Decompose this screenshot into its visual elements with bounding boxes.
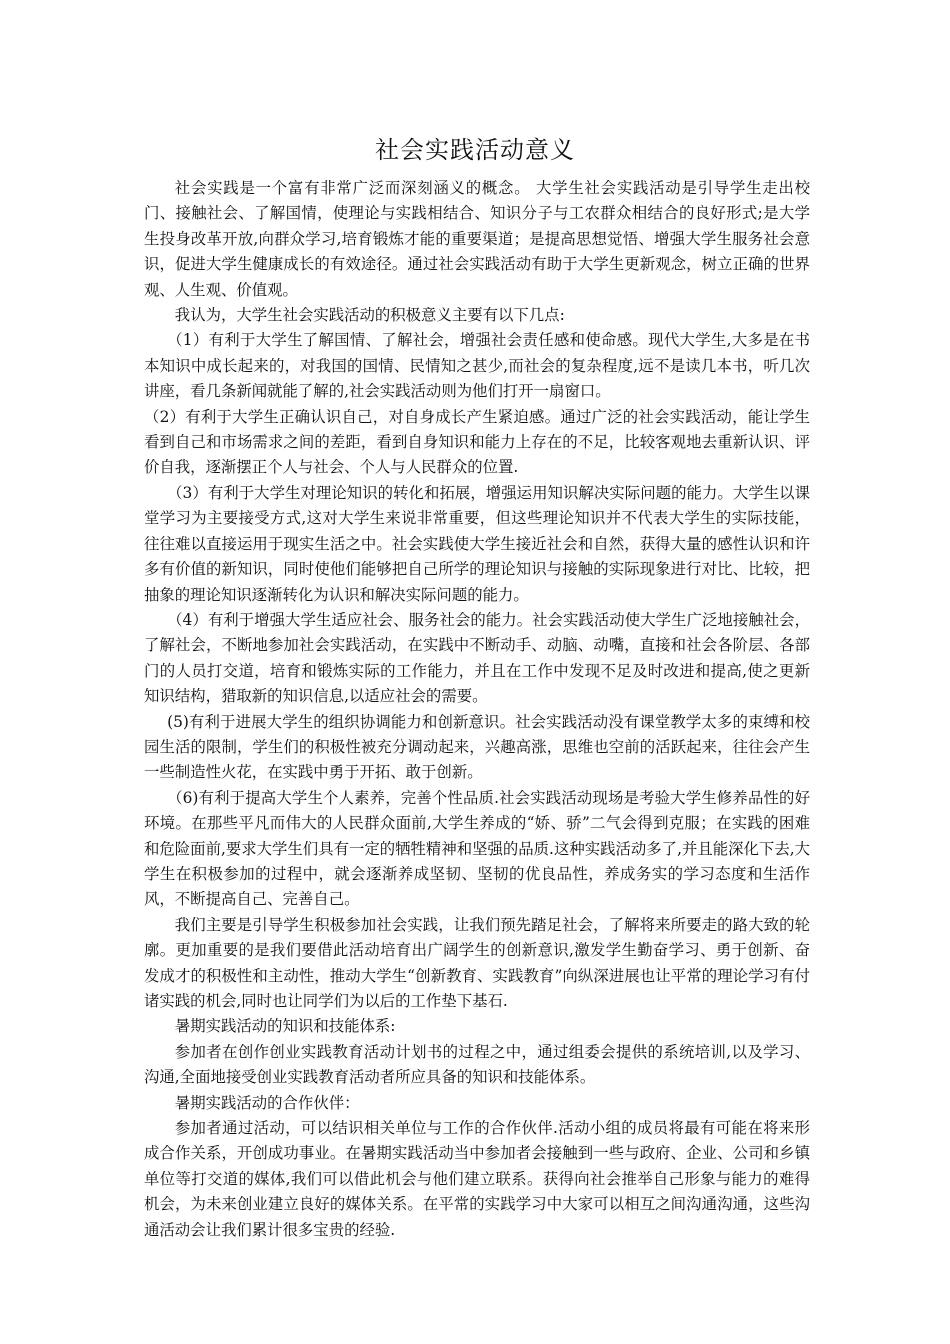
paragraph-point-6: （6)有利于提高大学生个人素养，完善个性品质.社会实践活动现场是考验大学生修养品性的好环境。在那些平凡而伟大的人民群众面前,大学生养成的“娇、骄”二气会得到克服；在实践的困难和危险面前,要求大学生们具有一定的牺牲精神和坚强的品质.这种实践活动多了,并且能深化下去,大学生在积极参加的过程中，就会逐渐养成坚韧、坚韧的优良品性，养成务实的学习态度和生活作风，不断提高自己、完善自己。: [144, 788, 810, 909]
paragraph-knowledge-skills: 参加者在创作创业实践教育活动计划书的过程之中，通过组委会提供的系统培训,以及学习、沟通,全面地接受创业实践教育活动者所应具备的知识和技能体系。: [144, 1042, 810, 1087]
paragraph-point-5: (5)有利于进展大学生的组织协调能力和创新意识。社会实践活动没有课堂教学太多的束缚和校园生活的限制，学生们的积极性被充分调动起来，兴趣高涨，思维也空前的活跃起来，往往会产生一些制造性火花，在实践中勇于开拓、敢于创新。: [144, 712, 810, 782]
document-title: 社会实践活动意义: [375, 136, 575, 164]
paragraph-point-3: （3）有利于大学生对理论知识的转化和拓展，增强运用知识解决实际问题的能力。大学生以课堂学习为主要接受方式,这对大学生来说非常重要，但这些理论知识并不代表大学生的实际技能，往往难以直接运用于现实生活之中。社会实践使大学生接近社会和自然，获得大量的感性认识和许多有价值的新知识，同时使他们能够把自己所学的理论知识与接触的实际现象进行对比、比较，把抽象的理论知识逐渐转化为认识和解决实际问题的能力。: [144, 483, 810, 604]
paragraph-intro: 社会实践是一个富有非常广泛而深刻涵义的概念。 大学生社会实践活动是引导学生走出校门、接触社会、了解国情，使理论与实践相结合、知识分子与工农群众相结合的良好形式;是大学生投身改革开放,向群众学习,培育锻炼才能的重要渠道；是提高思想觉悟、增强大学生服务社会意识，促进大学生健康成长的有效途径。通过社会实践活动有助于大学生更新观念，树立正确的世界观、人生观、价值观。: [144, 179, 810, 299]
paragraph-point-2: （2）有利于大学生正确认识自己，对自身成长产生紧迫感。通过广泛的社会实践活动，能让学生看到自己和市场需求之间的差距，看到自身知识和能力上存在的不足，比较客观地去重新认识、评价自我，逐渐摆正个人与社会、个人与人民群众的位置.: [144, 407, 810, 477]
paragraph-partners: 参加者通过活动，可以结识相关单位与工作的合作伙伴.活动小组的成员将最有可能在将来形成合作关系，开创成功事业。在暑期实践活动当中参加者会接触到一些与政府、企业、公司和乡镇单位等打交道的媒体,我们可以借此机会与他们建立联系。获得向社会推举自己形象与能力的难得机会，为未来创业建立良好的媒体关系。在平常的实践学习中大家可以相互之间沟通沟通，这些沟通活动会让我们累计很多宝贵的经验.: [144, 1119, 810, 1239]
paragraph-summary: 我们主要是引导学生积极参加社会实践，让我们预先踏足社会，了解将来所要走的路大致的轮廓。更加重要的是我们要借此活动培育出广阔学生的创新意识,激发学生勤奋学习、勇于创新、奋发成才的积极性和主动性，推动大学生“创新教育、实践教育”向纵深进展也让平常的理论学习有付诸实践的机会,同时也让同学们为以后的工作垫下基石.: [144, 915, 810, 1010]
document-body: [144, 176, 810, 1243]
heading-knowledge-skills: 暑期实践活动的知识和技能体系:: [174, 1017, 396, 1036]
paragraph-point-1: （1）有利于大学生了解国情、了解社会，增强社会责任感和使命感。现代大学生,大多是在书本知识中成长起来的，对我国的国情、民情知之甚少,而社会的复杂程度,远不是读几本书，听几次讲座，看几条新闻就能了解的,社会实践活动则为他们打开一扇窗口。: [144, 331, 810, 401]
heading-partners: 暑期实践活动的合作伙伴：: [174, 1093, 360, 1112]
paragraph-point-4: （4）有利于增强大学生适应社会、服务社会的能力。社会实践活动使大学生广泛地接触社会，了解社会，不断地参加社会实践活动，在实践中不断动手、动脑、动嘴，直接和社会各阶层、各部门的人员打交道，培育和锻炼实际的工作能力，并且在工作中发现不足及时改进和提高,使之更新知识结构，猎取新的知识信息,以适应社会的需要。: [144, 610, 810, 706]
paragraph-points-lead: 我认为，大学生社会实践活动的积极意义主要有以下几点:: [174, 306, 565, 325]
